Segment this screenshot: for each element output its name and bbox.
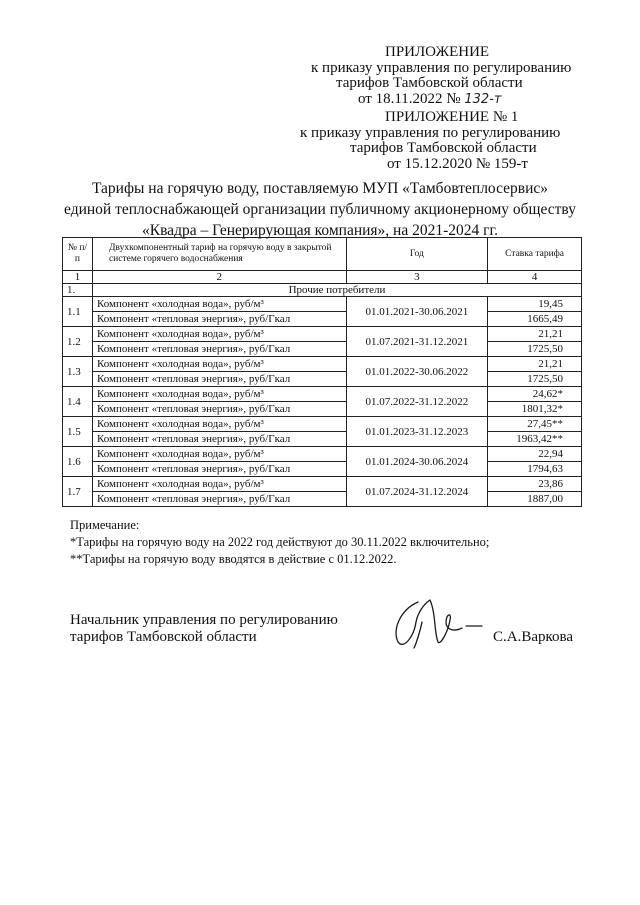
heat-energy-rate: 1801,32* bbox=[488, 402, 582, 417]
heat-energy-component: Компонент «тепловая энергия», руб/Гкал bbox=[92, 342, 346, 357]
column-number: 4 bbox=[488, 271, 582, 284]
heat-energy-component: Компонент «тепловая энергия», руб/Гкал bbox=[92, 492, 346, 507]
table-row bbox=[63, 387, 582, 402]
cold-water-rate: 27,45** bbox=[488, 417, 582, 432]
row-num: 1.3 bbox=[63, 357, 93, 387]
table-row bbox=[63, 417, 582, 432]
appendix-line-1: к приказу управления по регулированию bbox=[311, 60, 572, 76]
notes-label: Примечание: bbox=[70, 518, 140, 532]
header-rate: Ставка тарифа bbox=[488, 238, 582, 271]
note-2: **Тарифы на горячую воду вводятся в действие с 01.12.2022. bbox=[70, 552, 397, 566]
appendix-date bbox=[358, 92, 501, 107]
appendix-one-line-1: к приказу управления по регулированию bbox=[300, 125, 561, 141]
appendix-line-2: тарифов Тамбовской области bbox=[336, 75, 523, 91]
cold-water-component: Компонент «холодная вода», руб/м³ bbox=[92, 327, 346, 342]
signatory-position-line-2: тарифов Тамбовской области bbox=[70, 629, 257, 645]
signatory-name: С.А.Варкова bbox=[493, 629, 574, 645]
row-num: 1.5 bbox=[63, 417, 93, 447]
column-number: 1 bbox=[63, 271, 93, 284]
cold-water-rate: 19,45 bbox=[488, 297, 582, 312]
title-line-1: Тарифы на горячую воду, поставляемую МУП «Тамбовтеплосервис» bbox=[91, 180, 549, 197]
table-row bbox=[63, 492, 582, 507]
heat-energy-component: Компонент «тепловая энергия», руб/Гкал bbox=[92, 372, 346, 387]
appendix-date-prefix: от 18.11.2022 № bbox=[358, 91, 461, 107]
cold-water-rate: 21,21 bbox=[488, 357, 582, 372]
table-row bbox=[63, 312, 582, 327]
table-row bbox=[63, 477, 582, 492]
column-number: 3 bbox=[346, 271, 488, 284]
period: 01.01.2022-30.06.2022 bbox=[346, 357, 488, 387]
title-line-2: единой теплоснабжающей организации публичному акционерному обществу bbox=[64, 201, 576, 218]
period: 01.01.2023-31.12.2023 bbox=[346, 417, 488, 447]
row-num: 1.1 bbox=[63, 297, 93, 327]
heat-energy-rate: 1725,50 bbox=[488, 342, 582, 357]
cold-water-component: Компонент «холодная вода», руб/м³ bbox=[92, 447, 346, 462]
heat-energy-component: Компонент «тепловая энергия», руб/Гкал bbox=[92, 312, 346, 327]
table-row bbox=[63, 372, 582, 387]
notes-block bbox=[70, 517, 489, 568]
header-num: № п/п bbox=[63, 238, 93, 271]
cold-water-rate: 21,21 bbox=[488, 327, 582, 342]
cold-water-component: Компонент «холодная вода», руб/м³ bbox=[92, 387, 346, 402]
period: 01.07.2024-31.12.2024 bbox=[346, 477, 488, 507]
heat-energy-rate: 1794,63 bbox=[488, 462, 582, 477]
heat-energy-component: Компонент «тепловая энергия», руб/Гкал bbox=[92, 402, 346, 417]
appendix-one-line-2: тарифов Тамбовской области bbox=[350, 140, 537, 156]
cold-water-component: Компонент «холодная вода», руб/м³ bbox=[92, 477, 346, 492]
table-row bbox=[63, 357, 582, 372]
column-number: 2 bbox=[92, 271, 346, 284]
table-row bbox=[63, 327, 582, 342]
signatory-position-line-1: Начальник управления по регулированию bbox=[70, 612, 338, 628]
section-label: Прочие потребители bbox=[92, 284, 581, 297]
appendix-one-line-3: от 15.12.2020 № 159-т bbox=[387, 156, 528, 172]
note-1: *Тарифы на горячую воду на 2022 год действуют до 30.11.2022 включительно; bbox=[70, 535, 490, 549]
table-row bbox=[63, 462, 582, 477]
appendix-one-title: ПРИЛОЖЕНИЕ № 1 bbox=[385, 109, 519, 125]
table-row bbox=[63, 447, 582, 462]
section-num: 1. bbox=[63, 284, 93, 297]
column-numbers-row bbox=[63, 271, 582, 284]
section-row bbox=[63, 284, 582, 297]
cold-water-rate: 23,86 bbox=[488, 477, 582, 492]
cold-water-rate: 24,62* bbox=[488, 387, 582, 402]
cold-water-component: Компонент «холодная вода», руб/м³ bbox=[92, 417, 346, 432]
heat-energy-rate: 1887,00 bbox=[488, 492, 582, 507]
heat-energy-component: Компонент «тепловая энергия», руб/Гкал bbox=[92, 432, 346, 447]
row-num: 1.7 bbox=[63, 477, 93, 507]
signatory-position bbox=[70, 612, 338, 646]
period: 01.01.2024-30.06.2024 bbox=[346, 447, 488, 477]
period: 01.07.2021-31.12.2021 bbox=[346, 327, 488, 357]
row-num: 1.6 bbox=[63, 447, 93, 477]
appendix-title: ПРИЛОЖЕНИЕ bbox=[385, 44, 490, 60]
row-num: 1.4 bbox=[63, 387, 93, 417]
heat-energy-rate: 1665,49 bbox=[488, 312, 582, 327]
cold-water-rate: 22,94 bbox=[488, 447, 582, 462]
header-tariff: Двухкомпонентный тариф на горячую воду в закрытой системе горячего водоснабжения bbox=[92, 238, 346, 271]
table-row bbox=[63, 432, 582, 447]
cold-water-component: Компонент «холодная вода», руб/м³ bbox=[92, 297, 346, 312]
period: 01.07.2022-31.12.2022 bbox=[346, 387, 488, 417]
period: 01.01.2021-30.06.2021 bbox=[346, 297, 488, 327]
heat-energy-rate: 1963,42** bbox=[488, 432, 582, 447]
heat-energy-component: Компонент «тепловая энергия», руб/Гкал bbox=[92, 462, 346, 477]
handwritten-signature bbox=[378, 592, 488, 654]
row-num: 1.2 bbox=[63, 327, 93, 357]
table-row bbox=[63, 342, 582, 357]
handwritten-order-number: 132-т bbox=[464, 92, 502, 107]
document-title bbox=[40, 178, 600, 241]
table-header-row bbox=[63, 238, 582, 271]
tariffs-table bbox=[62, 237, 582, 507]
title-line-3: «Квадра – Генерирующая компания», на 2021-2024 гг. bbox=[141, 222, 498, 239]
table-row bbox=[63, 297, 582, 312]
header-year: Год bbox=[346, 238, 488, 271]
table-row bbox=[63, 402, 582, 417]
cold-water-component: Компонент «холодная вода», руб/м³ bbox=[92, 357, 346, 372]
table-body bbox=[63, 271, 582, 507]
heat-energy-rate: 1725,50 bbox=[488, 372, 582, 387]
